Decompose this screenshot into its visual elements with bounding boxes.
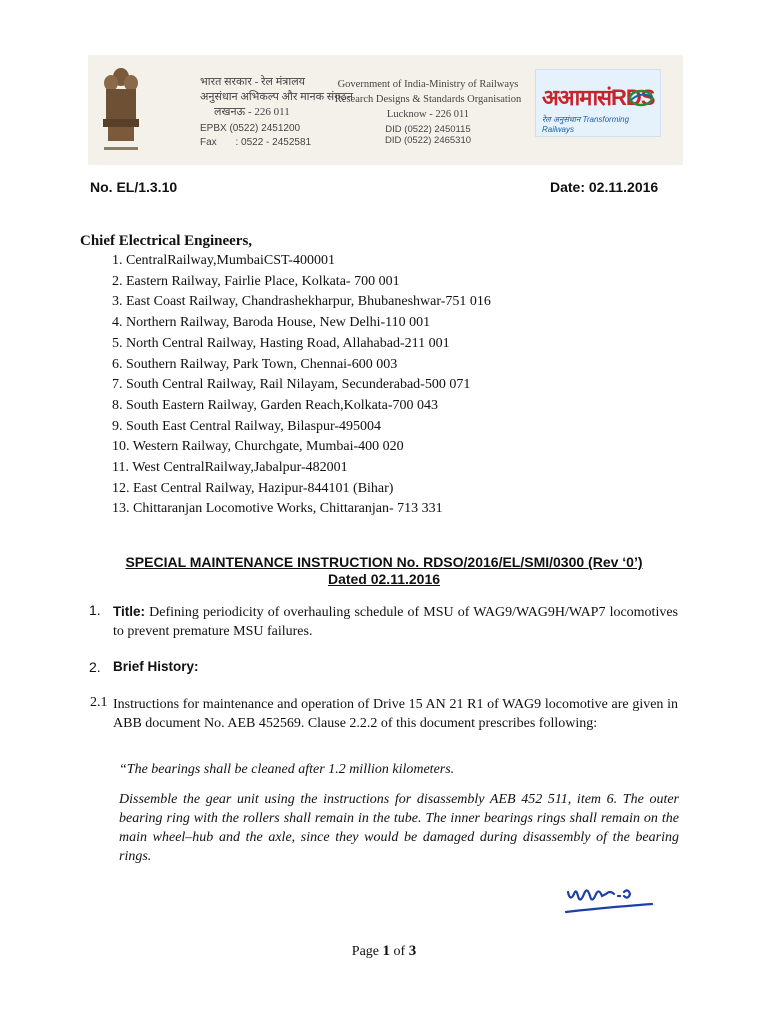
section-1-body: [113, 602, 678, 641]
addressee-item: 10. Western Railway, Churchgate, Mumbai-400 020: [112, 439, 404, 455]
letter-date: Date: 02.11.2016: [550, 179, 659, 195]
addressee-item: 13. Chittaranjan Locomotive Works, Chittaranjan- 713 331: [112, 501, 443, 517]
section-2-heading: Brief History:: [113, 659, 199, 674]
letterhead: [88, 55, 683, 165]
page-total: 3: [408, 943, 417, 959]
smi-date-line: Dated 02.11.2016: [327, 571, 441, 587]
hindi-line: अनुसंधान अभिकल्प और मानक संगठन: [200, 91, 353, 103]
letterhead-english: [333, 77, 523, 146]
quote-paragraph: Dissemble the gear unit using the instructions for disassembly AEB 452 511, item 6. The outer bearing ring with the rollers shall remain in the tube. The inner bearings rings shall remain on the main wheel–hub and the axle, since they would be damaged during disassembly of the bearing rings.: [119, 792, 679, 864]
logo-tagline: रेल अनुसंधान Transforming Railways: [542, 115, 630, 134]
addressee-item: 9. South East Central Railway, Bilaspur-495004: [112, 418, 382, 434]
section-1-number: 1.: [89, 602, 101, 618]
section-1-label: Title:: [113, 604, 146, 619]
hindi-line: लखनऊ - 226 011: [214, 106, 290, 118]
page-current: 1: [382, 943, 391, 959]
addressee-item: 12. East Central Railway, Hazipur-844101 (Bihar): [112, 480, 394, 496]
addressee-item: 2. Eastern Railway, Fairlie Place, Kolkata- 700 001: [112, 273, 400, 289]
addressee-item: 8. South Eastern Railway, Garden Reach,Kolkata-700 043: [112, 397, 439, 413]
section-2-1-body: Instructions for maintenance and operation of Drive 15 AN 21 R1 of WAG9 locomotive are given in ABB document No. AEB 452569. Clause 2.2.2 of this document prescribes following:: [113, 697, 678, 731]
logo-wordmark: अआमासंRDS: [542, 85, 655, 110]
smi-title: [60, 554, 708, 588]
page-label: Page: [351, 944, 380, 959]
logo-swoosh-icon: [628, 88, 654, 108]
fax-number: : 0522 - 2452581: [235, 137, 312, 148]
hindi-line: भारत सरकार - रेल मंत्रालय: [200, 76, 306, 88]
addressee-item: 6. Southern Railway, Park Town, Chennai-600 003: [112, 356, 398, 372]
handwritten-signature: [560, 874, 660, 920]
addressee-list: [112, 251, 491, 520]
quote-line: “The bearings shall be cleaned after 1.2 million kilometers.: [119, 762, 455, 777]
epbx-number: EPBX (0522) 2451200: [200, 123, 301, 134]
addressee-item: 7. South Central Railway, Rail Nilayam, Secunderabad-500 071: [112, 377, 471, 393]
did-number: DID (0522) 2450115: [385, 124, 471, 135]
addressee-item: 11. West CentralRailway,Jabalpur-482001: [112, 460, 348, 476]
letter-reference-number: No. EL/1.3.10: [90, 179, 178, 195]
addressee-item: 4. Northern Railway, Baroda House, New Delhi-110 001: [112, 315, 431, 331]
page-footer: [0, 943, 768, 960]
fax-label: Fax: [200, 137, 217, 148]
addressee-item: 1. CentralRailway,MumbaiCST-400001: [112, 253, 335, 268]
english-line: Lucknow - 226 011: [386, 109, 470, 120]
addressee-heading: Chief Electrical Engineers,: [80, 233, 253, 249]
section-1-text: Defining periodicity of overhauling schedule of MSU of WAG9/WAG9H/WAP7 locomotives to prevent premature MSU failures.: [113, 605, 679, 639]
english-line: Government of India-Ministry of Railways: [337, 79, 519, 90]
english-line: Research Designs & Standards Organisation: [334, 94, 522, 105]
smi-title-line: SPECIAL MAINTENANCE INSTRUCTION No. RDSO/2016/EL/SMI/0300 (Rev ‘0’): [125, 554, 643, 570]
did-number: DID (0522) 2465310: [384, 135, 472, 146]
addressee-item: 5. North Central Railway, Hasting Road, Allahabad-211 001: [112, 335, 450, 351]
addressee-item: 3. East Coast Railway, Chandrashekharpur, Bhubaneshwar-751 016: [112, 294, 491, 310]
rdso-logo: [535, 69, 661, 137]
national-emblem-icon: [98, 61, 144, 157]
page-of-label: of: [393, 944, 406, 959]
section-2-number: 2.: [89, 659, 101, 675]
section-2-1-number: 2.1: [90, 695, 108, 710]
